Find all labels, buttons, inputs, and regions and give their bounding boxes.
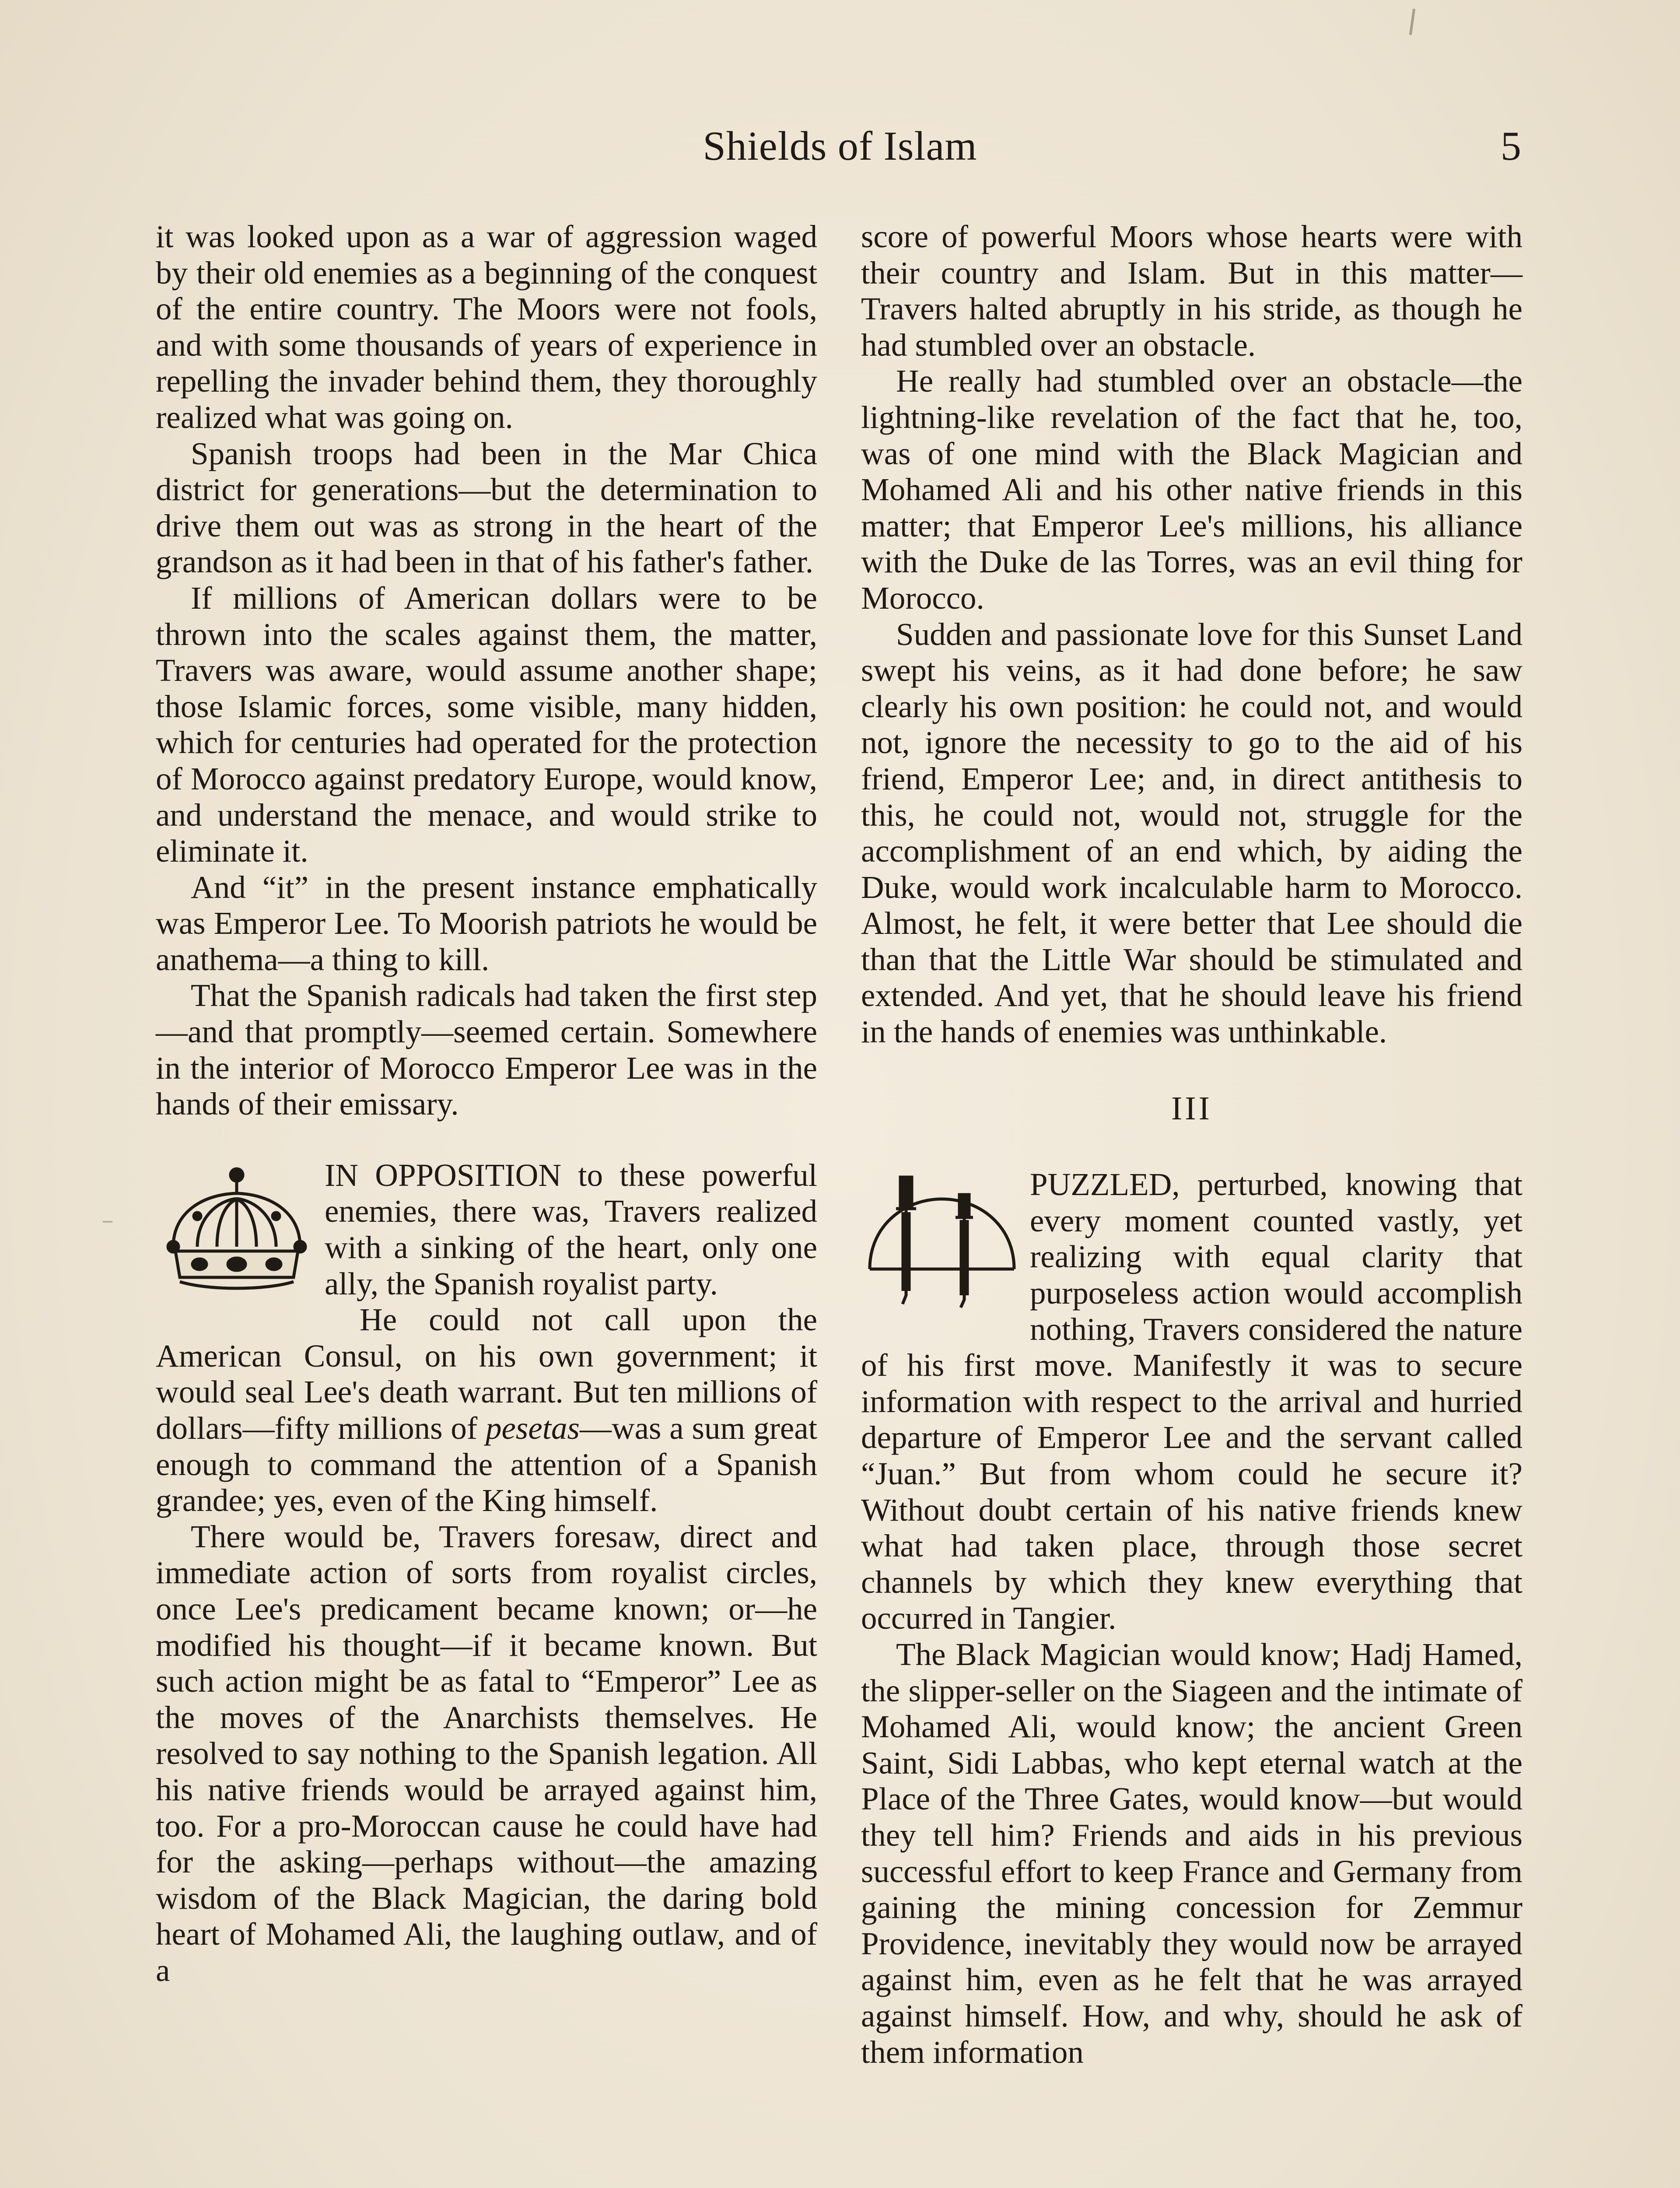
dagger-ornament-icon [861,1168,1023,1313]
paragraph: it was looked upon as a war of aggression waged by their old enemies as a beginning of the conquest of the entire country. The Moors were not fools, and with some thousands of years of experience in repelling the invader behind them, they thoroughly realized what was going on. [156,219,817,435]
paragraph: The Black Magician would know; Hadj Hamed, the slipper-seller on the Siageen and the intimate of Mohamed Ali, would know; the ancient Green Saint, Sidi Labbas, who kept eternal watch at the Place of the Three Gates, would know—but would they tell him? Friends and aids in his previous successful effort to keep France and Germany from gaining the mining concession for Zemmur Providence, inevitably they would now be arrayed against him, even as he felt that he was arrayed against himself. How, and why, should he ask of them information [861,1636,1522,2070]
paragraph: Spanish troops had been in the Mar Chica district for generations—but the determination to drive them out was as strong in the heart of the grandson as it had been in that of his father's father. [156,435,817,580]
paragraph: If millions of American dollars were to be thrown into the scales against them, the matter, Travers was aware, would assume another shape; those Islamic forces, some visible, many hidden, which for centuries had operated for the protection of Morocco against predatory Europe, would know, and understand the menace, and would strike to eliminate it. [156,580,817,869]
paragraph: IN OPPOSITION to these powerful enemies, there was, Travers realized with a sinking of the heart, only one ally, the Spanish royalist party. [325,1157,817,1301]
italic-word: pesetas [486,1410,580,1446]
left-column [156,219,817,1989]
paragraph: He really had stumbled over an obstacle—the lightning-like revelation of the fact that he, too, was of one mind with the Black Magician and Mohamed Ali and his other native friends in this matter; that Emperor Lee's millions, his alliance with the Duke de las Torres, was an evil thing for Morocco. [861,363,1522,616]
paragraph: There would be, Travers foresaw, direct and immediate action of sorts from royalist circles, once Lee's predicament became known; or—he modified his thought—if it became known. But such action might be as fatal to “Emperor” Lee as the moves of the Anarchists themselves. He resolved to say nothing to the Spanish legation. All his native friends would be arrayed against him, too. For a pro-Moroccan cause he could have had for the asking—perhaps without—the amazing wisdom of the Black Magician, the daring bold heart of Mohamed Ali, the laughing outlaw, and of a [156,1518,817,1988]
text-run: He could not call upon the American Consul, on his own government; it would seal Lee's death warrant. But ten millions of dollars—fifty millions of [156,1302,817,1446]
paper-mark [1409,9,1415,35]
paragraph: score of powerful Moors whose hearts were with their country and Islam. But in this matter—Travers halted abruptly in his stride, as though he had stumbled over an obstacle. [861,219,1522,363]
paragraph: PUZZLED, perturbed, knowing that every moment counted vastly, yet realizing with equal clarity that purposeless action would accomplish nothing, Travers considered the nature of his first move. Manifestly it was to secure information with respect to the arrival and hurried departure of Emperor Lee and the servant called “Juan.” But from whom could he secure it? Without doubt certain of his native friends knew what had taken place, through those secret channels by which they knew everything that occurred in Tangier. [861,1167,1522,1636]
crown-ornament-icon [156,1159,318,1304]
section-number: III [1171,1090,1212,1127]
paragraph: And “it” in the present instance emphatically was Emperor Lee. To Moorish patriots he would be anathema—a thing to kill. [156,869,817,977]
section-break [156,1122,817,1157]
right-column [861,219,1522,2070]
text-run: —was a sum great enough to command the attention of a Spanish grandee; yes, even of the King himself. [156,1410,817,1518]
paragraph [156,1302,817,1519]
running-title: Shields of Islam [703,123,977,169]
paper-mark [103,1221,112,1223]
paragraph: Sudden and passionate love for this Sunset Land swept his veins, as it had done before; he saw clearly his own position: he could not, and would not, ignore the necessity to go to the aid of his friend, Emperor Lee; and, in direct antithesis to this, he could not, would not, struggle for the accomplishment of an end which, by aiding the Duke, would work incalculable harm to Morocco. Almost, he felt, it were better that Lee should die than that the Little War should be stimulated and extended. And yet, that he should leave his friend in the hands of enemies was unthinkable. [861,616,1522,1050]
page-number: 5 [1501,123,1521,169]
paragraph: That the Spanish radicals had taken the first step—and that promptly—seemed certain. Somewhere in the interior of Morocco Emperor Lee was in the hands of their emissary. [156,978,817,1122]
